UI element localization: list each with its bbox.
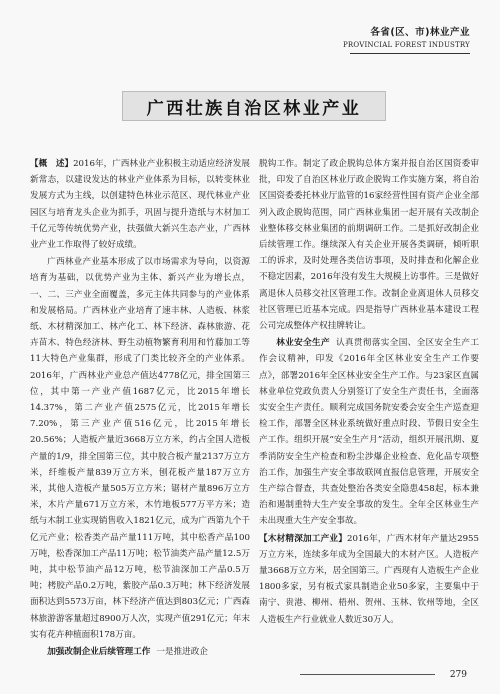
right-column	[259, 156, 479, 629]
enterprise-reform-heading: 加强改制企业后续管理工作	[47, 647, 151, 658]
timber-paragraph	[259, 531, 479, 628]
reform-continued-paragraph: 脱钩工作。制定了政企脱钩总体方案并报自治区国资委审批，印发了自治区林业厅政企脱钩工作实施方案，将自治区国资委委托林业厅监管的16家经营性国有资产企业全部列入政企脱钩范围，同广西林业集团一起开展有关改制企业整体移交林业集团的前期调研工作。二是抓好改制企业后续管理工作。继续深入有关企业开展各类调研，倾听职工的诉求，及时处理各类信访事项，及时排查和化解企业不稳定因素，2016年没有发生大规模上访事件。三是做好离退休人员移交社区管理工作。改制企业离退休人员移交社区管理已近基本完成。四是指导广西林业基本建设工程公司完成整体产权挂牌转让。	[259, 159, 479, 332]
overview-tag: 【概 述】	[30, 159, 74, 169]
overview-text: 2016年，广西林业产业积极主动适应经济发展新常态，以建设发达的林业产业体系为目标，以转变林业发展方式为主线，以创建特色林业示范区、现代林业产业园区与培育龙头企业为抓手，巩固与提升造纸与木材加工千亿元等传统优势产业，扶强做大新兴生态产业，广西林业产业工作取得了较好成绩。	[30, 159, 250, 251]
timber-tag: 【木材精深加工产业】	[259, 533, 348, 544]
section-title-en: PROVINCIAL FOREST INDUSTRY	[343, 41, 470, 49]
section-title-cn: 各省(区、市)林业产业	[370, 27, 470, 38]
page-title: 广西壮族自治区林业产业	[146, 98, 362, 119]
safety-heading: 林业安全生产	[276, 338, 330, 349]
left-column	[30, 156, 250, 661]
enterprise-reform-paragraph	[30, 644, 250, 660]
running-header	[330, 26, 470, 51]
safety-paragraph	[259, 335, 479, 529]
timber-text: 2016年，广西木材年产量达2955万立方米，连续多年成为全国最大的木材产区。人造板产量3668万立方米，居全国第三。广西现有人造板生产企业1800多家，另有板式家具制造企业50多家，主要集中于南宁、贵港、柳州、梧州、贺州、玉林、钦州等地，全区人造板生产行业就业人数近30万人。	[259, 533, 479, 625]
page-number: 279	[449, 670, 467, 680]
page-footer	[300, 668, 475, 682]
industry-structure-paragraph: 广西林业产业基本形成了以市场需求为导向，以资源培育为基础，以优势产业为主体、新兴产业为增长点，一、二、三产业全面覆盖，多元主体共同参与的产业体系和发展格局。广西林业产业培育了速丰林、人造板、林浆纸、木材精深加工、林产化工、林下经济、森林旅游、花卉苗木、特色经济林、野生动植物繁育利用和竹藤加工等11大特色产业集群，形成了门类比较齐全的产业体系。2016年，广西林业产业总产值达4778亿元，排全国第三位，其中第一产业产值1687亿元，比2015年增长14.37%，第二产业产值2575亿元，比2015年增长7.20%，第三产业产值516亿元，比2015年增长20.56%；人造板产量近3668万立方米，约占全国人造板产量的1/9，排全国第三位，其中胶合板产量2137万立方米，纤维板产量839万立方米，刨花板产量187万立方米，其他人造板产量505万立方米；锯材产量896万立方米，木片产量671万立方米，木竹地板577万平方米；造纸与木制工业实现销售收入1821亿元，成为广西第九个千亿元产业；松香类产品产量111万吨，其中松香产品100万吨，松香深加工产品11万吨；松节油类产品产量12.5万吨，其中松节油产品12万吨，松节油深加工产品0.5万吨；栲胶产品0.2万吨，紫胶产品0.3万吨；林下经济发展面积达到5573万亩，林下经济产值达到803亿元；广西森林旅游游客量超过8900万人次，实现产值291亿元；年末实有花卉种植面积178万亩。	[30, 257, 250, 640]
overview-paragraph	[30, 156, 250, 253]
enterprise-reform-text: 一是推进政企	[156, 647, 208, 658]
header-rule	[350, 53, 470, 54]
footer-rule	[300, 674, 435, 675]
page-title-banner	[122, 91, 386, 121]
safety-text: 认真贯彻落实全国、全区安全生产工作会议精神，印发《2016年全区林业安全生产工作要点》，部署2016年全区林业安全生产工作。与23家区直属林业单位党政负责人分别签订了安全生产责任书，全面落实安全生产责任。顺利完成国务院安委会安全生产巡查迎检工作，部署全区林业系统做好重点时段、节假日安全生产工作。组织开展“安全生产月”活动，组织开展汛期、夏季消防安全生产检查和粉尘涉爆企业检查、危化品专项整治工作，加强生产安全事故联网直报信息管理，开展安全生产综合督查，共查处整治各类安全隐患458起，标本兼治和遏制重特大生产安全事故的发生。全年全区林业生产未出现重大生产安全事故。	[259, 338, 479, 527]
